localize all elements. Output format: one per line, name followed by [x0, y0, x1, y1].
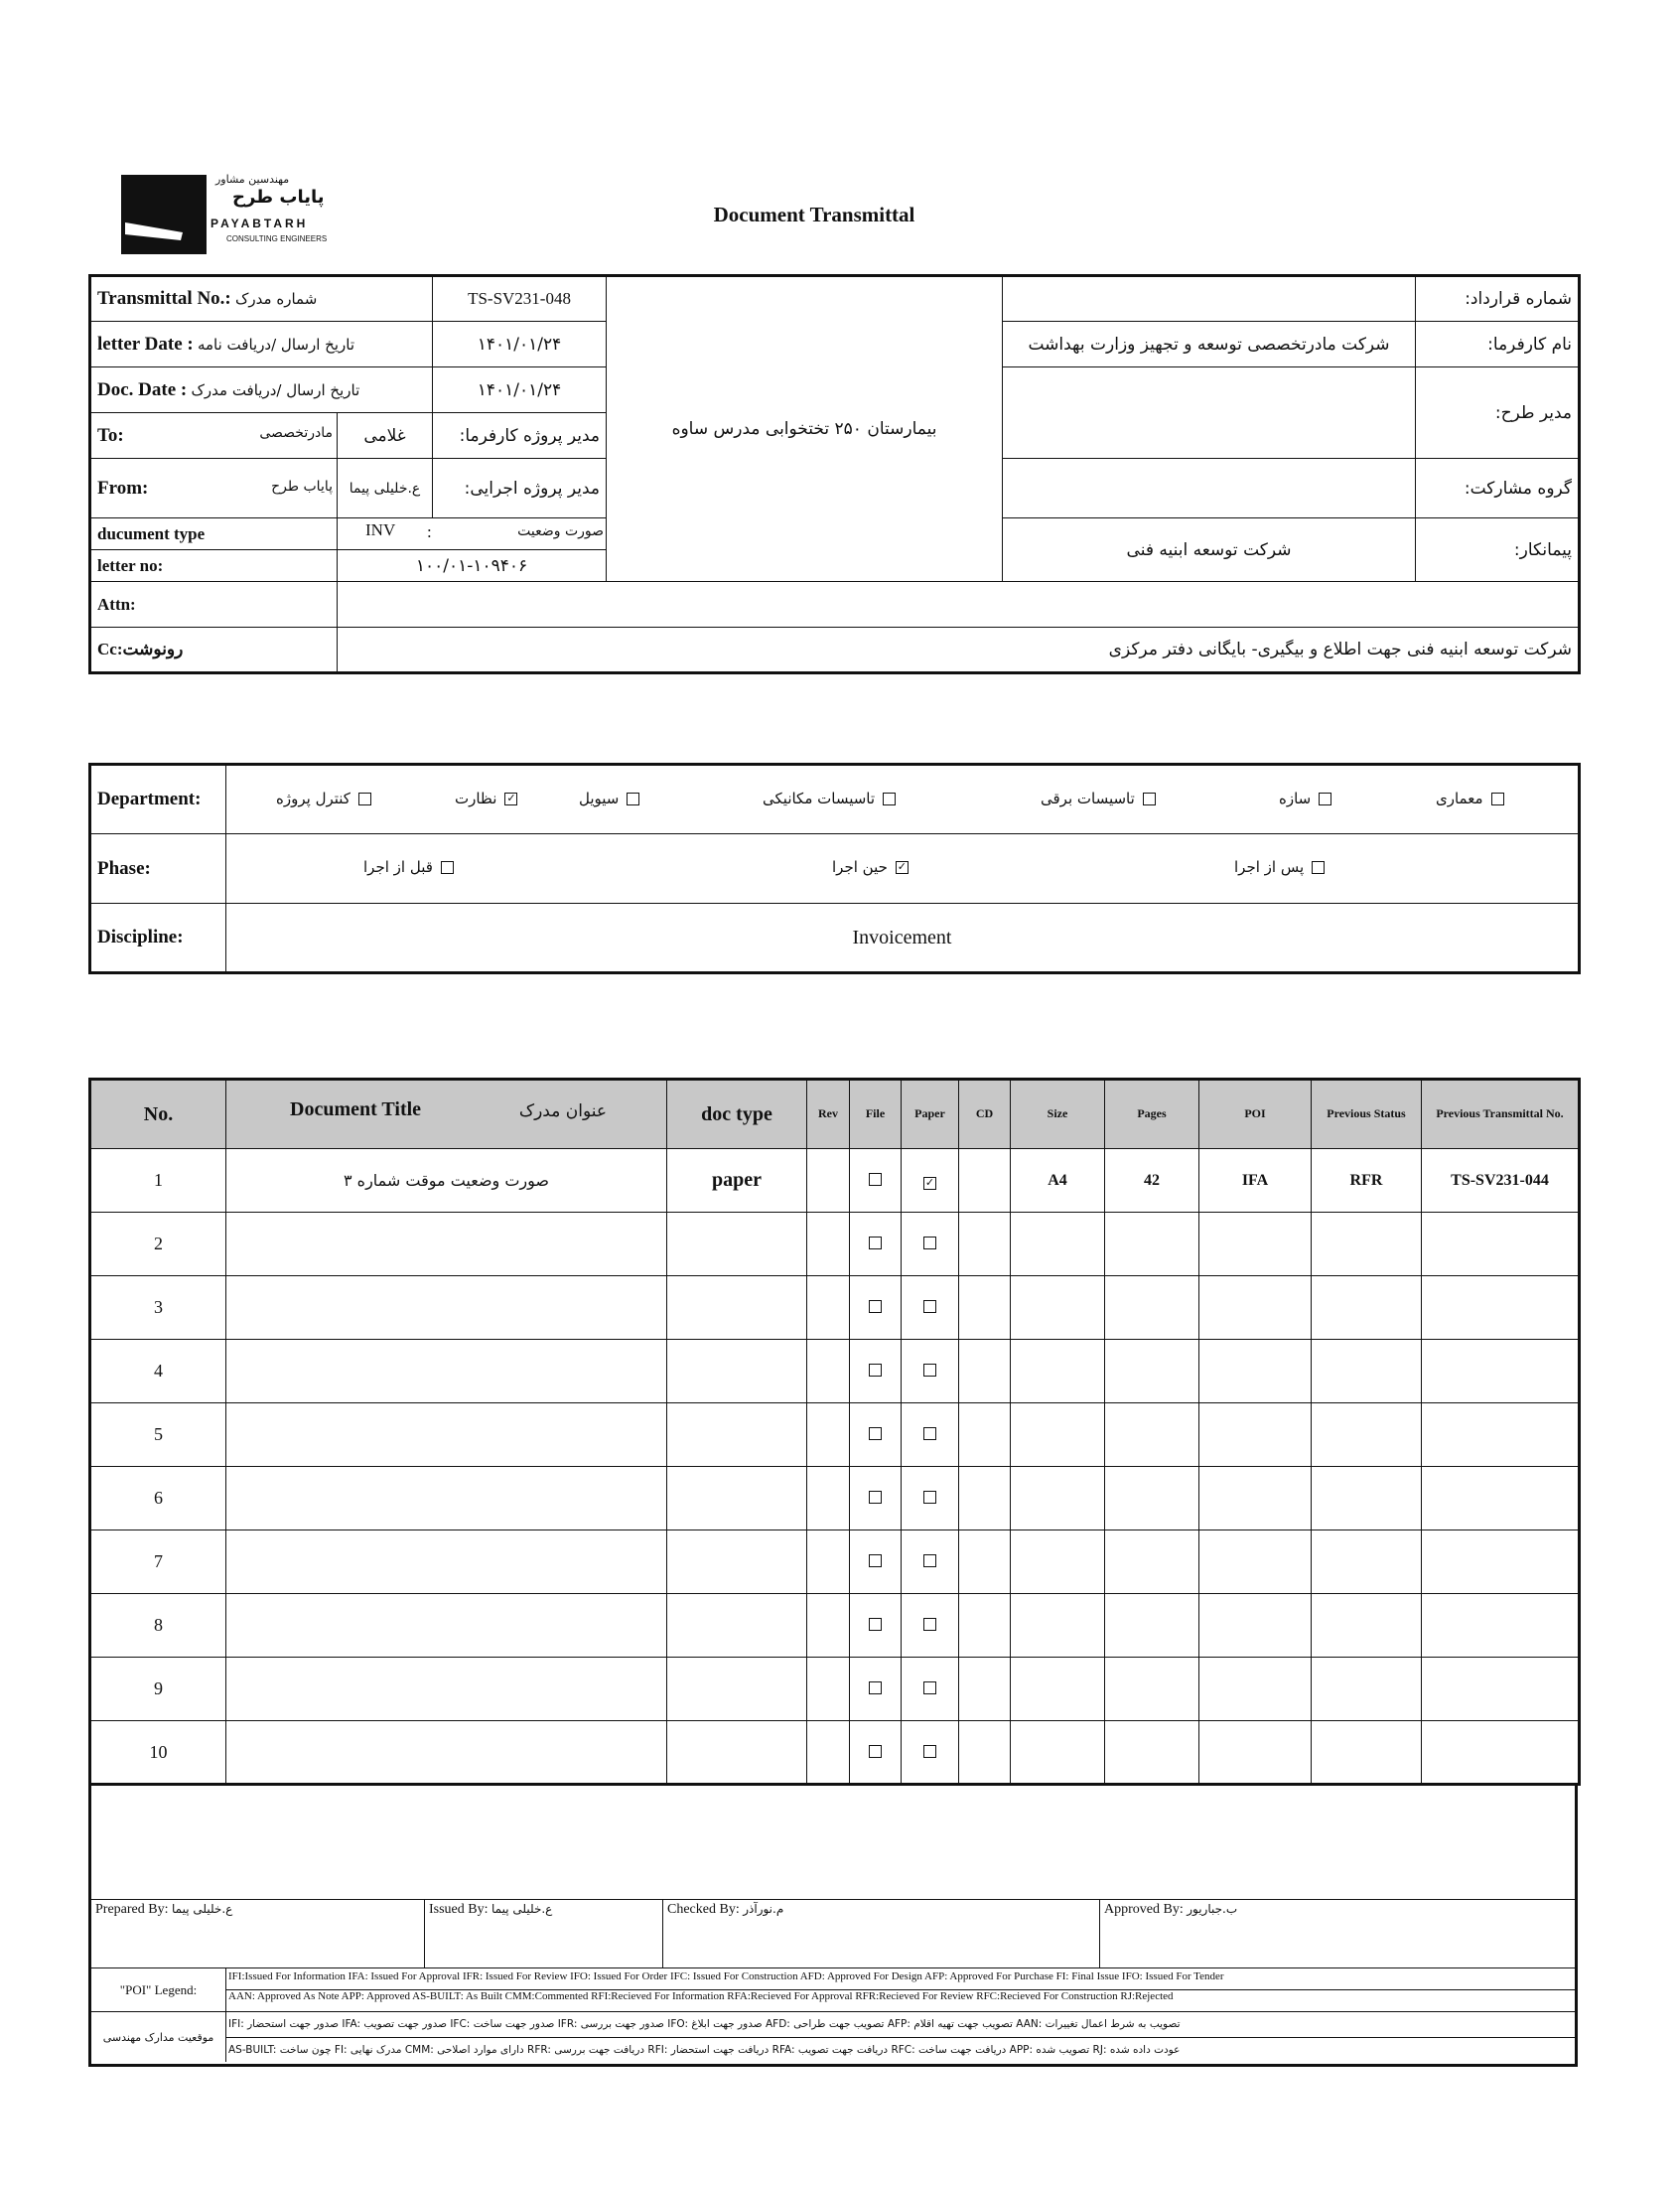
row-pages: [1105, 1658, 1199, 1721]
row-file[interactable]: [850, 1658, 902, 1721]
table-row: [90, 1213, 1580, 1276]
from-label: From:: [97, 477, 149, 499]
logo-fa-small: مهندسین مشاور: [215, 173, 290, 186]
row-prev-transmittal: [1422, 1213, 1580, 1276]
checkbox-icon[interactable]: ✓: [506, 791, 516, 804]
row-title: [226, 1721, 667, 1785]
checkbox-icon[interactable]: [358, 793, 371, 805]
row-pages: [1105, 1467, 1199, 1530]
row-title: [226, 1340, 667, 1403]
row-paper[interactable]: [902, 1213, 959, 1276]
to-org: مادرتخصصی: [259, 425, 333, 441]
row-title: [226, 1530, 667, 1594]
footer-section: [88, 1785, 1578, 2067]
row-no: 8: [90, 1594, 226, 1658]
row-no: 5: [90, 1403, 226, 1467]
row-poi: [1199, 1213, 1312, 1276]
checkbox-icon[interactable]: [869, 1237, 882, 1249]
signature-row: [91, 1899, 1575, 1968]
from-org: پایاب طرح: [271, 479, 333, 495]
from-person: ع.خلیلی پیما: [338, 459, 433, 518]
table-row: [90, 1467, 1580, 1530]
transmittal-no-label: Transmittal No.: شماره مدرک: [90, 276, 433, 322]
checkbox-icon[interactable]: [923, 1491, 936, 1504]
plan-manager-value: [1003, 367, 1416, 459]
row-poi: IFA: [1199, 1149, 1312, 1213]
row-cd: [959, 1467, 1011, 1530]
row-title: [226, 1276, 667, 1340]
row-cd: [959, 1213, 1011, 1276]
row-prev-transmittal: [1422, 1594, 1580, 1658]
row-rev: [807, 1276, 850, 1340]
discipline-label: Discipline:: [90, 904, 226, 973]
department-label: Department:: [90, 765, 226, 834]
issued-by: Issued By: ع.خلیلی پیما: [425, 1900, 663, 1967]
row-prev-transmittal: [1422, 1467, 1580, 1530]
row-title: [226, 1403, 667, 1467]
checkbox-icon[interactable]: [441, 861, 454, 874]
row-cd: [959, 1403, 1011, 1467]
row-file[interactable]: [850, 1403, 902, 1467]
employer-label: نام کارفرما:: [1416, 322, 1580, 367]
prepared-by: Prepared By: ع.خلیلی پیما: [91, 1900, 425, 1967]
logo-fa-name: پایاب طرح: [232, 187, 325, 208]
row-poi: [1199, 1658, 1312, 1721]
doc-type-value: INV : صورت وضعیت: [338, 518, 607, 550]
col-size: Size: [1011, 1080, 1105, 1149]
company-logo: [121, 173, 340, 258]
checkbox-icon[interactable]: [869, 1554, 882, 1567]
row-title: [226, 1213, 667, 1276]
logo-en-name: PAYABTARH: [210, 217, 309, 230]
status-legend-label: موقعیت مدارک مهندسی: [91, 2012, 226, 2062]
header-table: [88, 274, 1581, 674]
contractor-label: پیمانکار:: [1416, 518, 1580, 582]
row-rev: [807, 1721, 850, 1785]
row-rev: [807, 1530, 850, 1594]
row-paper[interactable]: [902, 1721, 959, 1785]
table-row: [90, 1594, 1580, 1658]
row-prev-transmittal: [1422, 1340, 1580, 1403]
row-rev: [807, 1213, 850, 1276]
contract-no-value: [1003, 276, 1416, 322]
checkbox-icon[interactable]: [923, 1681, 936, 1694]
table-row: [90, 1276, 1580, 1340]
contract-no-label: شماره قرارداد:: [1416, 276, 1580, 322]
checkbox-icon[interactable]: [923, 1364, 936, 1377]
row-file[interactable]: [850, 1530, 902, 1594]
table-row: [90, 1149, 1580, 1213]
page-title: Document Transmittal: [713, 203, 915, 226]
col-doc-type: doc type: [667, 1080, 807, 1149]
partnership-value: [1003, 459, 1416, 518]
checkbox-icon[interactable]: [869, 1364, 882, 1377]
row-title: [226, 1594, 667, 1658]
legend-line-1: IFI:Issued For Information IFA: Issued For Approval IFR: Issued For Review IFO: Issued For Order IFC: Issued For Construction AFD: Approved For Design AFP: Approved For Purchase FI: Final Issue IFO: Issued For Tender: [226, 1970, 1575, 1990]
phase-options: [226, 834, 1580, 904]
letter-date-value: ۱۴۰۱/۰۱/۲۴: [433, 322, 607, 367]
row-pages: 42: [1105, 1149, 1199, 1213]
to-label: To:: [97, 424, 124, 446]
row-no: 3: [90, 1276, 226, 1340]
row-poi: [1199, 1467, 1312, 1530]
row-size: [1011, 1276, 1105, 1340]
row-pages: [1105, 1213, 1199, 1276]
to-person: غلامی: [338, 413, 433, 459]
row-doc-type: [667, 1658, 807, 1721]
row-paper[interactable]: [902, 1340, 959, 1403]
row-size: [1011, 1467, 1105, 1530]
doc-date-value: ۱۴۰۱/۰۱/۲۴: [433, 367, 607, 413]
col-cd: CD: [959, 1080, 1011, 1149]
row-no: 9: [90, 1658, 226, 1721]
attn-value: [338, 582, 1580, 628]
row-file[interactable]: [850, 1467, 902, 1530]
row-size: [1011, 1594, 1105, 1658]
row-doc-type: [667, 1530, 807, 1594]
attn-label: Attn:: [90, 582, 338, 628]
row-cd: [959, 1340, 1011, 1403]
checkbox-icon[interactable]: [923, 1427, 936, 1440]
row-prev-transmittal: [1422, 1658, 1580, 1721]
row-file[interactable]: [850, 1149, 902, 1213]
checkbox-icon[interactable]: [1491, 793, 1504, 805]
checked-by: Checked By: م.نورآذر: [663, 1900, 1100, 1967]
row-paper[interactable]: [902, 1467, 959, 1530]
row-pages: [1105, 1340, 1199, 1403]
row-paper[interactable]: [902, 1658, 959, 1721]
from-role: مدیر پروژه اجرایی:: [433, 459, 607, 518]
row-prev-status: [1312, 1530, 1422, 1594]
documents-table: [88, 1078, 1581, 1786]
row-paper[interactable]: [902, 1149, 959, 1213]
phase-option-after[interactable]: پس از اجرا: [1234, 858, 1325, 876]
table-row: [90, 1721, 1580, 1785]
row-prev-status: RFR: [1312, 1149, 1422, 1213]
row-poi: [1199, 1530, 1312, 1594]
table-row: [90, 1530, 1580, 1594]
row-doc-type: [667, 1340, 807, 1403]
row-size: [1011, 1213, 1105, 1276]
row-prev-status: [1312, 1340, 1422, 1403]
checkbox-icon[interactable]: [627, 793, 639, 805]
row-doc-type: [667, 1276, 807, 1340]
phase-option-during[interactable]: ✓ حین اجرا: [832, 858, 907, 876]
row-size: [1011, 1721, 1105, 1785]
logo-mark-icon: [121, 175, 207, 254]
checkbox-icon[interactable]: [869, 1427, 882, 1440]
checkbox-icon[interactable]: [869, 1681, 882, 1694]
letter-no-label: letter no:: [90, 550, 338, 582]
row-size: [1011, 1530, 1105, 1594]
checkbox-icon[interactable]: [1143, 793, 1156, 805]
cc-label: Cc:رونوشت: [90, 628, 338, 673]
row-size: [1011, 1403, 1105, 1467]
cc-value: شرکت توسعه ابنیه فنی جهت اطلاع و بیگیری- بایگانی دفتر مرکزی: [338, 628, 1580, 673]
approved-by: Approved By: ب.جباریور: [1104, 1902, 1238, 1917]
row-doc-type: [667, 1721, 807, 1785]
row-rev: [807, 1403, 850, 1467]
row-prev-status: [1312, 1594, 1422, 1658]
row-doc-type: paper: [667, 1149, 807, 1213]
row-prev-status: [1312, 1276, 1422, 1340]
row-poi: [1199, 1276, 1312, 1340]
row-rev: [807, 1467, 850, 1530]
row-prev-transmittal: [1422, 1403, 1580, 1467]
dept-option-project-control[interactable]: کنترل پروژه: [276, 790, 371, 807]
letter-date-label: letter Date : تاریخ ارسال /دریافت نامه: [90, 322, 433, 367]
poi-legend-label: "POI" Legend:: [91, 1968, 226, 2012]
row-paper[interactable]: [902, 1403, 959, 1467]
row-no: 2: [90, 1213, 226, 1276]
row-cd: [959, 1530, 1011, 1594]
col-prev-status: Previous Status: [1312, 1080, 1422, 1149]
col-rev: Rev: [807, 1080, 850, 1149]
letter-no-value: ۱۰۰/۰۱-۱۰۹۴۰۶: [338, 550, 607, 582]
poi-legend: [91, 1968, 1575, 2064]
row-cd: [959, 1658, 1011, 1721]
checkbox-icon[interactable]: [923, 1618, 936, 1631]
row-rev: [807, 1658, 850, 1721]
row-prev-transmittal: TS-SV231-044: [1422, 1149, 1580, 1213]
to-cell: [90, 413, 338, 459]
from-cell: [90, 459, 338, 518]
row-paper[interactable]: [902, 1594, 959, 1658]
row-rev: [807, 1594, 850, 1658]
col-pages: Pages: [1105, 1080, 1199, 1149]
dept-option-civil[interactable]: سیویل: [579, 790, 639, 807]
employer-value: شرکت مادرتخصصی توسعه و تجهیز وزارت بهداشت: [1003, 322, 1416, 367]
logo-en-subtitle: CONSULTING ENGINEERS: [226, 234, 328, 243]
doc-type-label: ducument type: [90, 518, 338, 550]
row-title: صورت وضعیت موقت شماره ۳: [226, 1149, 667, 1213]
plan-manager-label: مدیر طرح:: [1416, 367, 1580, 459]
row-size: [1011, 1340, 1105, 1403]
to-role: مدیر پروژه کارفرما:: [433, 413, 607, 459]
col-poi: POI: [1199, 1080, 1312, 1149]
doc-date-label: Doc. Date : تاریخ ارسال /دریافت مدرک: [90, 367, 433, 413]
row-pages: [1105, 1721, 1199, 1785]
row-no: 6: [90, 1467, 226, 1530]
dept-option-structure[interactable]: سازه: [1279, 790, 1331, 807]
row-prev-status: [1312, 1721, 1422, 1785]
checkbox-icon[interactable]: [923, 1554, 936, 1567]
row-rev: [807, 1340, 850, 1403]
row-file[interactable]: [850, 1721, 902, 1785]
row-prev-status: [1312, 1403, 1422, 1467]
row-size: [1011, 1658, 1105, 1721]
dept-option-supervision[interactable]: ✓ نظارت: [455, 790, 516, 807]
checkbox-icon[interactable]: [923, 1237, 936, 1249]
checkbox-checked-icon[interactable]: ✓: [924, 1176, 935, 1189]
row-prev-transmittal: [1422, 1721, 1580, 1785]
row-file[interactable]: [850, 1340, 902, 1403]
phase-option-before[interactable]: قبل از اجرا: [363, 858, 454, 876]
legend-line-2: AAN: Approved As Note APP: Approved AS-BUILT: As Built CMM:Commented RFI:Recieved For Information RFA:Recieved For Approval RFR:Recieved For Review RFC:Recieved For Construction RJ:Rejected: [226, 1990, 1575, 2012]
row-doc-type: [667, 1594, 807, 1658]
discipline-value: Invoicement: [226, 904, 1580, 973]
row-no: 7: [90, 1530, 226, 1594]
row-no: 4: [90, 1340, 226, 1403]
row-doc-type: [667, 1213, 807, 1276]
checkbox-icon[interactable]: [923, 1745, 936, 1758]
row-pages: [1105, 1403, 1199, 1467]
row-prev-transmittal: [1422, 1276, 1580, 1340]
row-pages: [1105, 1276, 1199, 1340]
col-title: Document Title عنوان مدرک: [226, 1080, 667, 1149]
row-doc-type: [667, 1467, 807, 1530]
row-prev-status: [1312, 1467, 1422, 1530]
table-row: [90, 1658, 1580, 1721]
col-file: File: [850, 1080, 902, 1149]
checkbox-icon[interactable]: [883, 793, 896, 805]
contractor-value: شرکت توسعه ابنیه فنی: [1003, 518, 1416, 582]
row-doc-type: [667, 1403, 807, 1467]
row-file[interactable]: [850, 1594, 902, 1658]
row-no: 1: [90, 1149, 226, 1213]
row-file[interactable]: [850, 1213, 902, 1276]
row-poi: [1199, 1721, 1312, 1785]
table-row: [90, 1340, 1580, 1403]
project-name: بیمارستان ۲۵۰ تختخوابی مدرس ساوه: [607, 276, 1003, 582]
row-prev-status: [1312, 1658, 1422, 1721]
checkbox-icon[interactable]: [1312, 861, 1325, 874]
department-options: [226, 765, 1580, 834]
row-file[interactable]: [850, 1276, 902, 1340]
row-rev: [807, 1149, 850, 1213]
row-poi: [1199, 1403, 1312, 1467]
checkbox-icon[interactable]: [869, 1491, 882, 1504]
dept-option-architecture[interactable]: معماری: [1436, 790, 1504, 807]
col-paper: Paper: [902, 1080, 959, 1149]
row-pages: [1105, 1594, 1199, 1658]
row-cd: [959, 1276, 1011, 1340]
row-title: [226, 1658, 667, 1721]
row-prev-transmittal: [1422, 1530, 1580, 1594]
col-no: No.: [90, 1080, 226, 1149]
col-prev-transmittal: Previous Transmittal No.: [1422, 1080, 1580, 1149]
dept-option-mechanical[interactable]: تاسیسات مکانیکی: [763, 790, 896, 807]
partnership-label: گروه مشارکت:: [1416, 459, 1580, 518]
checkbox-icon[interactable]: [1319, 793, 1331, 805]
row-cd: [959, 1721, 1011, 1785]
row-poi: [1199, 1340, 1312, 1403]
row-paper[interactable]: [902, 1530, 959, 1594]
row-prev-status: [1312, 1213, 1422, 1276]
table-row: [90, 1403, 1580, 1467]
dept-option-electrical[interactable]: تاسیسات برقی: [1041, 790, 1156, 807]
transmittal-no-value: TS-SV231-048: [433, 276, 607, 322]
row-pages: [1105, 1530, 1199, 1594]
checkbox-icon[interactable]: ✓: [897, 859, 907, 873]
checkbox-icon[interactable]: [869, 1300, 882, 1313]
legend-line-4: AS-BUILT: چون ساخت FI: مدرک نهایی CMM: دارای موارد اصلاحی RFR: دریافت جهت بررسی RFI: دریافت جهت استحضار RFA: دریافت جهت تصویب RFC: دریافت جهت ساخت APP: تصویب شده RJ: عودت داده شده: [228, 2044, 1181, 2056]
row-poi: [1199, 1594, 1312, 1658]
row-no: 10: [90, 1721, 226, 1785]
row-cd: [959, 1594, 1011, 1658]
checkbox-icon[interactable]: [869, 1618, 882, 1631]
row-title: [226, 1467, 667, 1530]
checkbox-icon[interactable]: [923, 1300, 936, 1313]
row-size: A4: [1011, 1149, 1105, 1213]
checkbox-icon[interactable]: [869, 1745, 882, 1758]
classification-table: [88, 763, 1581, 974]
legend-line-3: IFI: صدور جهت استحضار IFA: صدور جهت تصویب IFC: صدور جهت ساخت IFR: صدور جهت بررسی IFO: صدور جهت ابلاغ AFD: تصویب جهت طراحی AFP: تصویب جهت تهیه اقلام AAN: تصویب به شرط اعمال تغییرات: [226, 2012, 1575, 2038]
checkbox-icon[interactable]: [869, 1173, 882, 1186]
row-cd: [959, 1149, 1011, 1213]
phase-label: Phase:: [90, 834, 226, 904]
row-paper[interactable]: [902, 1276, 959, 1340]
